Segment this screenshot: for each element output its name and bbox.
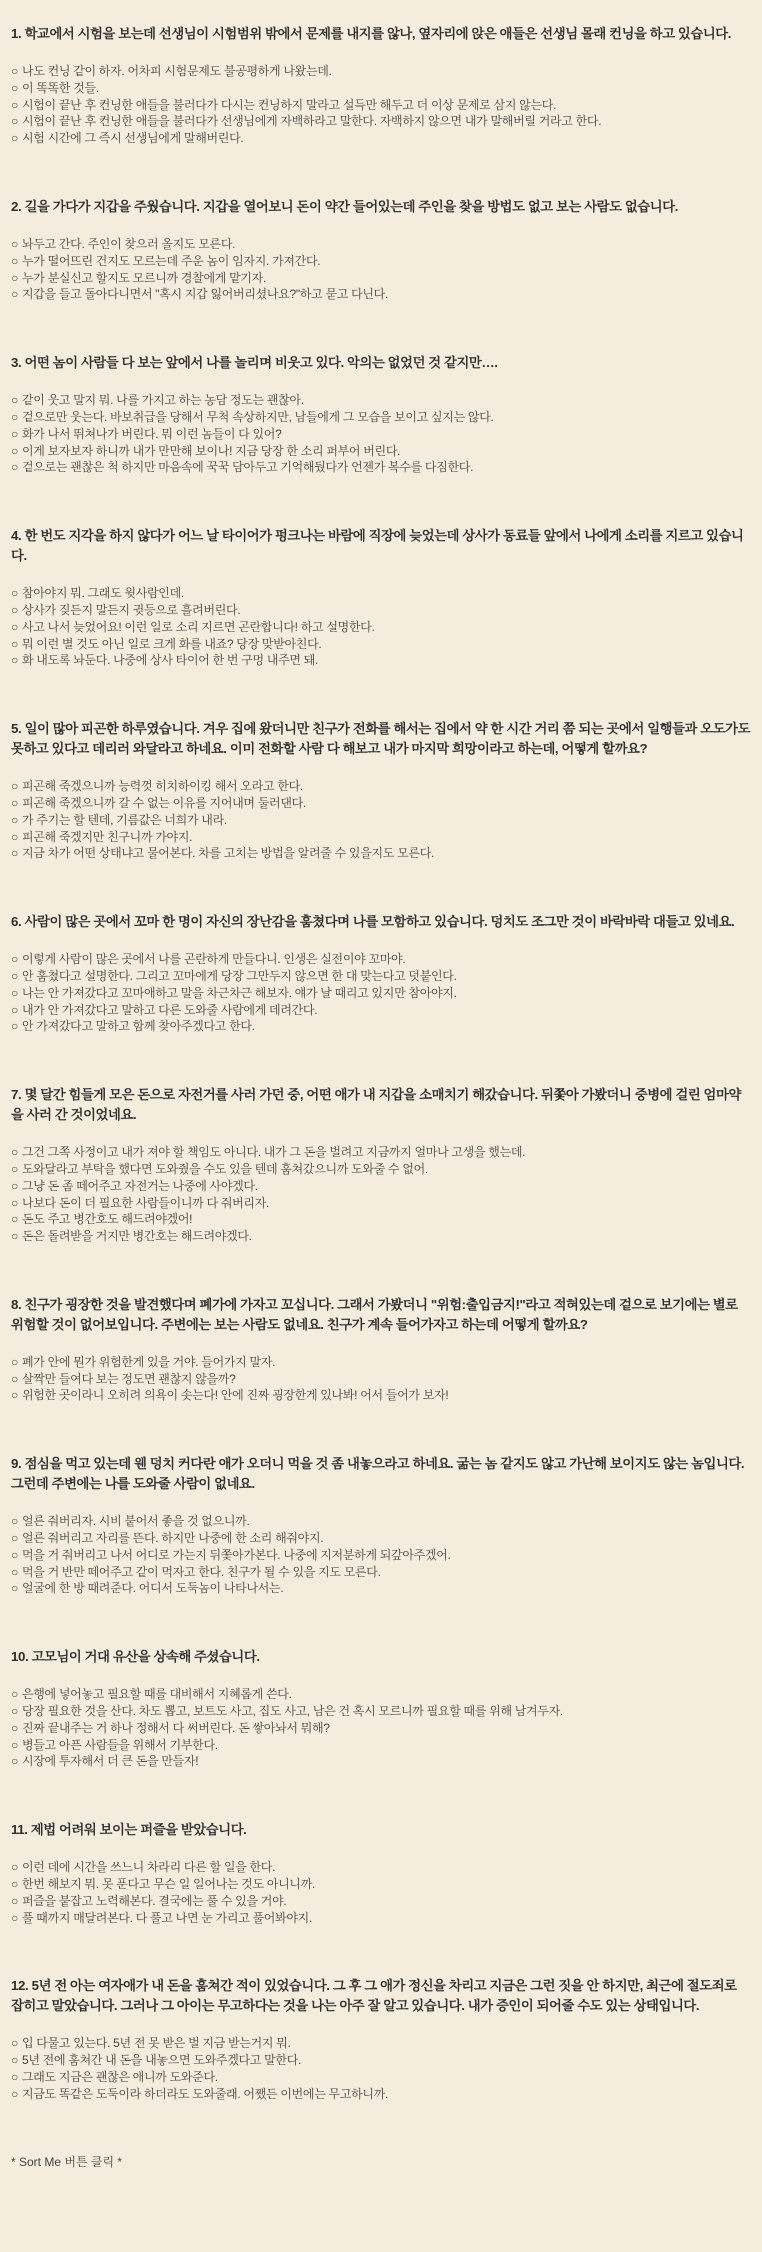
footer-instruction: * Sort Me 버튼 클릭 *: [11, 2154, 123, 2169]
radio-circle-icon[interactable]: ○: [11, 586, 18, 601]
answer-option[interactable]: [11, 2069, 752, 2086]
question-title: 7. 몇 달간 힘들게 모은 돈으로 자전거를 사러 가던 중, 어떤 애가 내 지갑을 소매치기 해갔습니다. 뒤쫓아 가봤더니 중병에 걸린 엄마약을 사러 간 것이었네요.: [11, 1087, 741, 1123]
answer-option[interactable]: [11, 1371, 752, 1388]
radio-circle-icon[interactable]: ○: [11, 1547, 18, 1562]
answer-option[interactable]: [11, 1753, 752, 1770]
answer-option-label: 이 똑똑한 것들.: [21, 80, 99, 95]
answer-option[interactable]: [11, 253, 752, 270]
radio-circle-icon[interactable]: ○: [11, 393, 18, 408]
radio-circle-icon[interactable]: ○: [11, 1737, 18, 1752]
answer-option-label: 지금도 똑같은 도둑이라 하더라도 도와줄래. 어쨌든 이번에는 무고하니까.: [21, 2086, 389, 2101]
question-block: [11, 1085, 752, 1245]
answer-option-label: 지갑을 들고 돌아다니면서 "혹시 지갑 잃어버리셨나요?"하고 묻고 다닌다.: [21, 287, 388, 302]
answer-option[interactable]: [11, 1018, 752, 1035]
answer-option-label: 입 다물고 있는다. 5년 전 못 받은 벌 지금 받는거지 뭐.: [21, 2036, 291, 2051]
answer-option[interactable]: [11, 1564, 752, 1581]
answer-option[interactable]: [11, 1178, 752, 1195]
answer-option-label: 나도 컨닝 같이 하자. 어차피 시험문제도 불공평하게 나왔는데.: [21, 64, 332, 78]
answer-option-label: 같이 웃고 말지 뭐. 나를 가지고 하는 농담 정도는 괜찮아.: [21, 393, 304, 408]
answer-option[interactable]: [11, 1195, 752, 1212]
radio-circle-icon[interactable]: ○: [11, 1754, 18, 1769]
answer-option[interactable]: [11, 409, 752, 426]
answer-option-label: 한번 해보지 뭐. 못 푼다고 무슨 일 일어나는 것도 아니니까.: [21, 1877, 316, 1892]
answer-option-label: 먹을 거 줘버리고 나서 어디로 가는지 뒤쫓아가본다. 나중에 지저분하게 되갚아주겠어.: [21, 1547, 451, 1562]
answer-option[interactable]: [11, 80, 752, 97]
radio-circle-icon[interactable]: ○: [11, 985, 18, 1000]
answer-option-label: 폐가 안에 뭔가 위험한게 있을 거야. 들어가지 말자.: [21, 1354, 276, 1369]
radio-circle-icon[interactable]: ○: [11, 236, 18, 251]
radio-circle-icon[interactable]: ○: [11, 64, 18, 78]
answer-option-label: 먹을 거 반만 떼어주고 같이 먹자고 한다. 친구가 될 수 있을 지도 모른다.: [21, 1564, 381, 1579]
answer-option[interactable]: [11, 459, 752, 476]
answer-option-label: 겉으로는 괜찮은 척 하지만 마음속에 꾹꾹 담아두고 기억해뒀다가 언젠가 복수를 다짐한다.: [21, 460, 474, 475]
answer-option[interactable]: [11, 1354, 752, 1371]
radio-circle-icon[interactable]: ○: [11, 1145, 18, 1160]
radio-circle-icon[interactable]: ○: [11, 270, 18, 285]
answer-option-label: 뭐 이런 별 것도 아닌 일로 크게 화를 내죠? 당장 맞받아친다.: [21, 636, 322, 651]
answer-option[interactable]: [11, 1002, 752, 1019]
question-title: 6. 사람이 많은 곳에서 꼬마 한 명이 자신의 장난감을 훔쳤다며 나를 모함하고 있습니다. 덩치도 조그만 것이 바락바락 대들고 있네요.: [11, 914, 735, 930]
answer-option-label: 그건 그쪽 사정이고 내가 져야 할 책임도 아니다. 내가 그 돈을 벌려고 지금까지 얼마나 고생을 했는데.: [21, 1145, 526, 1160]
answer-option[interactable]: [11, 1910, 752, 1927]
answer-option[interactable]: [11, 619, 752, 636]
radio-circle-icon[interactable]: ○: [11, 426, 18, 441]
answer-option[interactable]: [11, 130, 752, 147]
answer-option[interactable]: [11, 1161, 752, 1178]
answer-option[interactable]: [11, 778, 752, 795]
answer-option[interactable]: [11, 1703, 752, 1720]
question-block: [11, 197, 752, 303]
answer-option-label: 5년 전에 훔쳐간 내 돈을 내놓으면 도와주겠다고 말한다.: [21, 2053, 302, 2068]
question-title: 11. 제법 어려워 보이는 퍼즐을 받았습니다.: [11, 1822, 247, 1838]
answer-option[interactable]: [11, 652, 752, 669]
answer-option-label: 내가 안 가져갔다고 말하고 다른 도와줄 사람에게 데려간다.: [21, 1002, 318, 1017]
answer-option[interactable]: [11, 1720, 752, 1737]
answer-option-label: 얼굴에 한 방 때려준다. 어디서 도둑놈이 나타나서는.: [21, 1581, 284, 1596]
radio-circle-icon[interactable]: ○: [11, 409, 18, 424]
answer-option-label: 도와달라고 부탁을 했다면 도와줬을 수도 있을 텐데 훔쳐갔으니까 도와줄 수 없어.: [21, 1161, 428, 1176]
radio-circle-icon[interactable]: ○: [11, 1388, 18, 1403]
answer-option[interactable]: [11, 951, 752, 968]
question-title: 12. 5년 전 아는 여자애가 내 돈을 훔쳐간 적이 있었습니다. 그 후 그 애가 정신을 차리고 지금은 그런 짓을 안 하지만, 최근에 절도죄로 잡히고 말았습니다. 그러나 그 아이는 무고하다는 것을 나는 아주 잘 알고 있습니다. 내가 증인이 되어줄 수도 있는 상태입니다.: [11, 1978, 737, 2014]
radio-circle-icon[interactable]: ○: [11, 795, 18, 810]
radio-circle-icon[interactable]: ○: [11, 2036, 18, 2051]
answer-option-label: 피곤해 죽겠으니까 능력껏 히치하이킹 해서 오라고 한다.: [21, 779, 303, 794]
radio-circle-icon[interactable]: ○: [11, 2086, 18, 2101]
answer-option-label: 지금 차가 어떤 상태냐고 물어본다. 차를 고치는 방법을 알려줄 수 있을지도 모른다.: [21, 846, 435, 861]
answer-option[interactable]: [11, 97, 752, 114]
answer-option[interactable]: [11, 1876, 752, 1893]
answer-option[interactable]: [11, 2086, 752, 2103]
radio-circle-icon[interactable]: ○: [11, 1161, 18, 1176]
answer-option[interactable]: [11, 443, 752, 460]
question-block: [11, 1295, 752, 1404]
answer-option-label: 나는 안 가져갔다고 꼬마애하고 말을 차근차근 해보자. 얘가 날 때리고 있지만 참아야지.: [21, 985, 457, 1000]
question-block: [11, 24, 752, 147]
answer-option-label: 놔두고 간다. 주인이 찾으러 올지도 모른다.: [21, 236, 236, 251]
radio-circle-icon[interactable]: ○: [11, 1720, 18, 1735]
radio-circle-icon[interactable]: ○: [11, 1704, 18, 1719]
answer-option-label: 화가 나서 뛰쳐나가 버린다. 뭐 이런 놈들이 다 있어?: [21, 426, 282, 441]
radio-circle-icon[interactable]: ○: [11, 1354, 18, 1369]
question-block: [11, 719, 752, 862]
radio-circle-icon[interactable]: ○: [11, 1687, 18, 1702]
radio-circle-icon[interactable]: ○: [11, 1195, 18, 1210]
radio-circle-icon[interactable]: ○: [11, 80, 18, 95]
answer-option-label: 그냥 돈 좀 떼어주고 자전거는 나중에 사야겠다.: [21, 1178, 258, 1193]
question-block: [11, 1647, 752, 1770]
radio-circle-icon[interactable]: ○: [11, 1581, 18, 1596]
radio-circle-icon[interactable]: ○: [11, 1860, 18, 1875]
question-title: 9. 점심을 먹고 있는데 웬 덩치 커다란 애가 오더니 먹을 것 좀 내놓으라고 하네요. 굶는 놈 같지도 않고 가난해 보이지도 않는 놈입니다. 그런데 주변에는 나를 도와줄 사람이 없네요.: [11, 1456, 745, 1492]
radio-circle-icon[interactable]: ○: [11, 846, 18, 861]
radio-circle-icon[interactable]: ○: [11, 443, 18, 458]
question-title: 4. 한 번도 지각을 하지 않다가 어느 날 타이어가 펑크나는 바람에 직장에 늦었는데 상사가 동료들 앞에서 나에게 소리를 지르고 있습니다.: [11, 528, 744, 564]
answer-option[interactable]: [11, 1893, 752, 1910]
question-block: [11, 526, 752, 669]
radio-circle-icon[interactable]: ○: [11, 2070, 18, 2085]
answer-option-label: 이게 보자보자 하니까 내가 만만해 보이나! 지금 당장 한 소리 퍼부어 버린다.: [21, 443, 401, 458]
radio-circle-icon[interactable]: ○: [11, 1910, 18, 1925]
radio-circle-icon[interactable]: ○: [11, 653, 18, 668]
question-title: 2. 길을 가다가 지갑을 주웠습니다. 지갑을 열어보니 돈이 약간 들어있는데 주인을 찾을 방법도 없고 보는 사람도 없습니다.: [11, 198, 678, 214]
radio-circle-icon[interactable]: ○: [11, 636, 18, 651]
answer-option-label: 이렇게 사람이 많은 곳에서 나를 곤란하게 만들다니. 인생은 실전이야 꼬마야.: [21, 952, 406, 967]
answer-option[interactable]: [11, 585, 752, 602]
answer-option[interactable]: [11, 1580, 752, 1597]
answer-option[interactable]: [11, 602, 752, 619]
question-block: [11, 353, 752, 476]
answer-option-label: 안 훔쳤다고 설명한다. 그리고 꼬마에게 당장 그만두지 않으면 한 대 맞는다고 덧붙인다.: [21, 968, 457, 983]
answer-option[interactable]: [11, 270, 752, 287]
answer-option[interactable]: [11, 812, 752, 829]
answer-option[interactable]: [11, 63, 752, 80]
answer-option-label: 사고 나서 늦었어요! 이런 일로 소리 지르면 곤란합니다! 하고 설명한다.: [21, 619, 375, 634]
answer-option[interactable]: [11, 1686, 752, 1703]
radio-circle-icon[interactable]: ○: [11, 1564, 18, 1579]
answer-option-label: 그래도 지금은 괜찮은 애니까 도와준다.: [21, 2070, 218, 2085]
answer-option-label: 나보다 돈이 더 필요한 사람들이니까 다 줘버리자.: [21, 1195, 270, 1210]
answer-option[interactable]: [11, 113, 752, 130]
answer-option-label: 돈도 주고 병간호도 해드려야겠어!: [21, 1212, 193, 1227]
answer-option[interactable]: [11, 426, 752, 443]
radio-circle-icon[interactable]: ○: [11, 97, 18, 112]
answer-option[interactable]: [11, 1211, 752, 1228]
radio-circle-icon[interactable]: ○: [11, 1514, 18, 1529]
radio-circle-icon[interactable]: ○: [11, 253, 18, 268]
answer-option-label: 상사가 짖든지 말든지 귓등으로 흘려버린다.: [21, 602, 241, 617]
radio-circle-icon[interactable]: ○: [11, 1178, 18, 1193]
answer-option-label: 진짜 끝내주는 거 하나 정해서 다 써버린다. 돈 쌓아놔서 뭐해?: [21, 1720, 330, 1735]
answer-option[interactable]: [11, 1228, 752, 1245]
answer-option-label: 병들고 아픈 사람들을 위해서 기부한다.: [21, 1737, 218, 1752]
answer-option-label: 누가 떨어뜨린 건지도 모르는데 주운 놈이 임자지. 가져간다.: [21, 253, 321, 268]
answer-option-label: 겉으로만 웃는다. 바보취급을 당해서 무척 속상하지만, 남들에게 그 모습을 보이고 싶지는 않다.: [21, 409, 494, 424]
radio-circle-icon[interactable]: ○: [11, 287, 18, 302]
answer-option[interactable]: [11, 236, 752, 253]
radio-circle-icon[interactable]: ○: [11, 114, 18, 129]
answer-option[interactable]: [11, 845, 752, 862]
answer-option[interactable]: [11, 392, 752, 409]
answer-option-label: 당장 필요한 것을 산다. 차도 뽑고, 보트도 사고, 집도 사고, 남은 건 혹시 모르니까 필요할 때를 위해 남겨두자.: [21, 1704, 563, 1719]
answer-option[interactable]: [11, 1513, 752, 1530]
answer-option[interactable]: [11, 1144, 752, 1161]
question-block: [11, 1454, 752, 1597]
answer-option-label: 안 가져갔다고 말하고 함께 찾아주겠다고 한다.: [21, 1019, 255, 1034]
answer-option[interactable]: [11, 636, 752, 653]
question-block: [11, 1820, 752, 1926]
answer-option-label: 가 주기는 할 텐데, 기름값은 너희가 내라.: [21, 812, 227, 827]
radio-circle-icon[interactable]: ○: [11, 1002, 18, 1017]
radio-circle-icon[interactable]: ○: [11, 619, 18, 634]
answer-option-label: 시장에 투자해서 더 큰 돈을 만들자!: [21, 1754, 199, 1769]
answer-option[interactable]: [11, 1530, 752, 1547]
question-block: [11, 912, 752, 1035]
answer-option[interactable]: [11, 795, 752, 812]
radio-circle-icon[interactable]: ○: [11, 1371, 18, 1386]
radio-circle-icon[interactable]: ○: [11, 1893, 18, 1908]
answer-option-label: 얼른 줘버리자. 시비 붙어서 좋을 것 없으니까.: [21, 1514, 250, 1529]
answer-option-label: 얼른 줘버리고 자리를 뜬다. 하지만 나중에 한 소리 해줘야지.: [21, 1531, 324, 1546]
answer-option[interactable]: [11, 1737, 752, 1754]
answer-option-label: 돈은 돌려받을 거지만 병간호는 해드려야겠다.: [21, 1229, 252, 1244]
radio-circle-icon[interactable]: ○: [11, 131, 18, 146]
radio-circle-icon[interactable]: ○: [11, 1229, 18, 1244]
radio-circle-icon[interactable]: ○: [11, 952, 18, 967]
answer-option-label: 시험 시간에 그 즉시 선생님에게 말해버린다.: [21, 131, 244, 146]
radio-circle-icon[interactable]: ○: [11, 829, 18, 844]
answer-option[interactable]: [11, 286, 752, 303]
radio-circle-icon[interactable]: ○: [11, 1877, 18, 1892]
radio-circle-icon[interactable]: ○: [11, 2053, 18, 2068]
answer-option[interactable]: [11, 829, 752, 846]
question-title: 1. 학교에서 시험을 보는데 선생님이 시험범위 밖에서 문제를 내지를 않나, 옆자리에 앉은 애들은 선생님 몰래 컨닝을 하고 있습니다.: [11, 26, 732, 41]
radio-circle-icon[interactable]: ○: [11, 968, 18, 983]
question-title: 10. 고모님이 거대 유산을 상속해 주셨습니다.: [11, 1649, 260, 1665]
radio-circle-icon[interactable]: ○: [11, 812, 18, 827]
answer-option-label: 누가 분실신고 할지도 모르니까 경찰에게 맡기자.: [21, 270, 266, 285]
radio-circle-icon[interactable]: ○: [11, 602, 18, 617]
answer-option-label: 퍼즐을 붙잡고 노력해본다. 결국에는 풀 수 있을 거야.: [21, 1893, 287, 1908]
answer-option-label: 은행에 넣어놓고 필요할 때를 대비해서 지혜롭게 쓴다.: [21, 1687, 292, 1702]
answer-option-label: 시험이 끝난 후 컨닝한 애들을 불러다가 다시는 컨닝하지 말라고 설득만 해두고 더 이상 문제로 삼지 않는다.: [21, 97, 557, 112]
answer-option[interactable]: [11, 2052, 752, 2069]
answer-option[interactable]: [11, 1859, 752, 1876]
question-block: [11, 1976, 752, 2102]
radio-circle-icon[interactable]: ○: [11, 1531, 18, 1546]
radio-circle-icon[interactable]: ○: [11, 779, 18, 794]
answer-option[interactable]: [11, 985, 752, 1002]
answer-option[interactable]: [11, 968, 752, 985]
answer-option-label: 이런 데에 시간을 쓰느니 차라리 다른 할 일을 한다.: [21, 1860, 276, 1875]
answer-option-label: 위험한 곳이라니 오히려 의욕이 솟는다! 안에 진짜 굉장한게 있나봐! 어서 들어가 보자!: [21, 1388, 449, 1403]
answer-option-label: 피곤해 죽겠으니까 갈 수 없는 이유를 지어내며 둘러댄다.: [21, 795, 306, 810]
radio-circle-icon[interactable]: ○: [11, 1212, 18, 1227]
question-title: 5. 일이 많아 피곤한 하루였습니다. 겨우 집에 왔더니만 친구가 전화를 해서는 집에서 약 한 시간 거리 쯤 되는 곳에서 일행들과 오도가도 못하고 있다고 데리러 와달라고 하네요. 이미 전화할 사람 다 해보고 내가 마지막 희망이라고 하는데, 어떻게 할까요?: [11, 721, 751, 757]
answer-option[interactable]: [11, 1387, 752, 1404]
answer-option-label: 화 내도록 놔둔다. 나중에 상사 타이어 한 번 구멍 내주면 돼.: [21, 653, 319, 668]
question-list: [11, 24, 752, 2103]
answer-option-label: 풀 때까지 매달려본다. 다 풀고 나면 눈 가리고 풀어봐야지.: [21, 1910, 313, 1925]
answer-option-label: 시험이 끝난 후 컨닝한 애들을 불러다가 선생님에게 자백하라고 말한다. 자백하지 않으면 내가 말해버릴 거라고 한다.: [21, 114, 602, 129]
question-title: 8. 친구가 굉장한 것을 발견했다며 폐가에 가자고 꼬십니다. 그래서 가봤더니 "위험:출입금지!"라고 적혀있는데 겉으로 보기에는 별로 위험할 것이 없어보입니다. 주변에는 보는 사람도 없네요. 친구가 계속 들어가자고 하는데 어떻게 할까요?: [11, 1296, 738, 1332]
radio-circle-icon[interactable]: ○: [11, 460, 18, 475]
question-title: 3. 어떤 놈이 사람들 다 보는 앞에서 나를 놀리며 비웃고 있다. 악의는 없었던 것 같지만….: [11, 355, 498, 371]
answer-option-label: 살짝만 들여다 보는 정도면 괜찮지 않을까?: [21, 1371, 236, 1386]
answer-option[interactable]: [11, 1547, 752, 1564]
answer-option[interactable]: [11, 2035, 752, 2052]
radio-circle-icon[interactable]: ○: [11, 1019, 18, 1034]
answer-option-label: 참아야지 뭐. 그래도 윗사람인데.: [21, 586, 184, 601]
answer-option-label: 피곤해 죽겠지만 친구니까 가야지.: [21, 829, 193, 844]
